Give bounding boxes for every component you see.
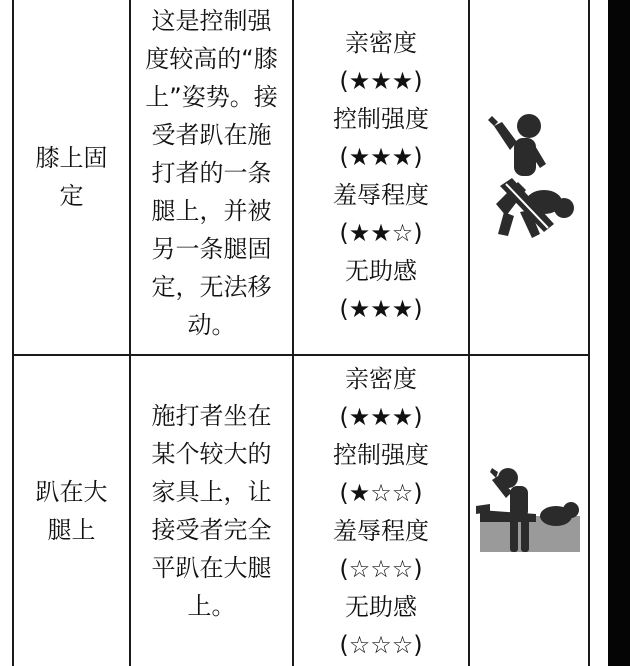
description-line: 施打者坐在: [151, 402, 272, 430]
rating-stars-humiliation: (★★☆): [339, 219, 423, 247]
description-line: 定，无法移: [151, 273, 272, 301]
rating-label-control: 控制强度: [333, 105, 429, 133]
rating-cell: [294, 0, 468, 354]
position-illustration-cell: [470, 356, 588, 666]
right-edge-band: [608, 0, 630, 666]
position-name-line: 定: [59, 182, 84, 210]
rating-stars-helplessness: (☆☆☆): [339, 631, 423, 659]
position-name-line: 膝上固: [35, 144, 108, 172]
description-line: 这是控制强: [151, 7, 272, 35]
position-name-cell: [14, 0, 129, 354]
rating-label-humiliation: 羞辱程度: [333, 181, 429, 209]
rating-cell: [294, 356, 468, 666]
position-description-cell: [131, 0, 292, 354]
description-line: 度较高的“膝: [145, 45, 278, 73]
knee-hold-figure-icon: [484, 112, 574, 242]
rating-stars-control: (★☆☆): [339, 479, 423, 507]
position-name-cell: [14, 356, 129, 666]
table-border-right: [588, 0, 590, 666]
rating-label-helplessness: 无助感: [345, 593, 417, 621]
over-lap-figure-icon: [476, 466, 582, 556]
rating-label-intimacy: 亲密度: [345, 29, 417, 57]
description-line: 某个较大的: [151, 440, 272, 468]
rating-label-humiliation: 羞辱程度: [333, 517, 429, 545]
description-line: 上。: [187, 592, 236, 620]
rating-stars-helplessness: (★★★): [339, 295, 423, 323]
position-name-line: 趴在大: [35, 478, 108, 506]
rating-stars-control: (★★★): [339, 143, 423, 171]
rating-label-intimacy: 亲密度: [345, 365, 417, 393]
description-line: 家具上，让: [151, 478, 272, 506]
description-line: 腿上，并被: [151, 197, 272, 225]
rating-stars-intimacy: (★★★): [339, 67, 423, 95]
position-description-cell: [131, 356, 292, 666]
description-line: 受者趴在施: [151, 121, 272, 149]
rating-label-control: 控制强度: [333, 441, 429, 469]
rating-label-helplessness: 无助感: [345, 257, 417, 285]
description-line: 平趴在大腿: [151, 554, 272, 582]
description-line: 接受者完全: [151, 516, 272, 544]
rating-stars-intimacy: (★★★): [339, 403, 423, 431]
description-line: 上”姿势。接: [145, 83, 278, 111]
description-line: 动。: [187, 311, 236, 339]
position-name-line: 腿上: [47, 516, 96, 544]
position-illustration-cell: [470, 0, 588, 354]
rating-stars-humiliation: (☆☆☆): [339, 555, 423, 583]
description-line: 打者的一条: [151, 159, 272, 187]
description-line: 另一条腿固: [151, 235, 272, 263]
